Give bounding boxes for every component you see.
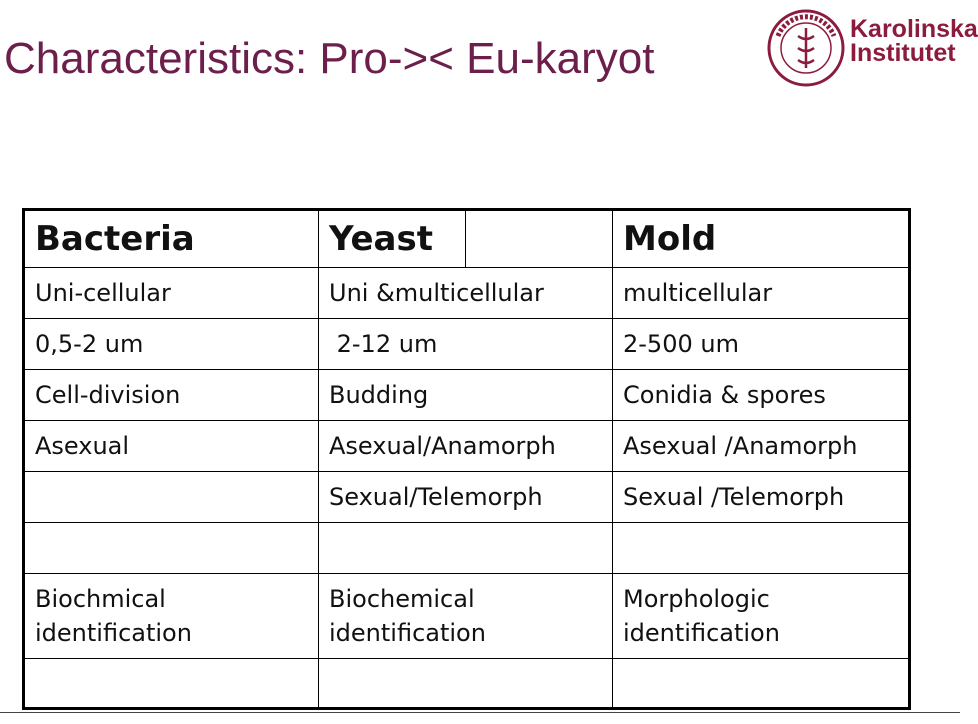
table-cell: 2-12 um (319, 319, 613, 370)
characteristics-table (22, 208, 911, 710)
table-cell: 2-500 um (613, 319, 910, 370)
identification-yeast: Biochemical identification (319, 574, 613, 659)
identification-mold: Morphologic identification (613, 574, 910, 659)
header-bacteria: Bacteria (24, 210, 319, 268)
logo-line-1: Karolinska (850, 15, 978, 43)
table-cell-empty (319, 523, 613, 574)
slide-title: Characteristics: Pro->< Eu-karyot (4, 34, 655, 83)
table-cell-empty (613, 523, 910, 574)
table-cell: Asexual (24, 421, 319, 472)
table-cell: 0,5-2 um (24, 319, 319, 370)
table-cell (24, 472, 319, 523)
header-row (24, 210, 910, 268)
footer-divider (0, 712, 960, 713)
header-empty (466, 210, 613, 268)
table-row (24, 319, 910, 370)
table-cell-empty (319, 659, 613, 709)
table-cell: Uni &multicellular (319, 268, 613, 319)
table-cell: Asexual/Anamorph (319, 421, 613, 472)
table-cell-empty (24, 659, 319, 709)
logo-line-2: Institutet (850, 39, 956, 67)
institute-seal-icon (764, 2, 850, 90)
table-cell: Budding (319, 370, 613, 421)
table-cell-empty (24, 523, 319, 574)
table-cell: Uni-cellular (24, 268, 319, 319)
header-yeast: Yeast (319, 210, 466, 268)
karolinska-logo (764, 2, 978, 90)
table-row (24, 421, 910, 472)
table-cell: multicellular (613, 268, 910, 319)
table-cell: Sexual /Telemorph (613, 472, 910, 523)
table-row (24, 370, 910, 421)
identification-bacteria: Biochmical identification (24, 574, 319, 659)
table-row (24, 268, 910, 319)
table-row-blank (24, 659, 910, 709)
header-mold: Mold (613, 210, 910, 268)
table-cell-empty (613, 659, 910, 709)
table-cell: Asexual /Anamorph (613, 421, 910, 472)
table-cell: Cell-division (24, 370, 319, 421)
table-cell: Sexual/Telemorph (319, 472, 613, 523)
table-row-blank (24, 523, 910, 574)
table-cell: Conidia & spores (613, 370, 910, 421)
identification-row (24, 574, 910, 659)
table-row (24, 472, 910, 523)
